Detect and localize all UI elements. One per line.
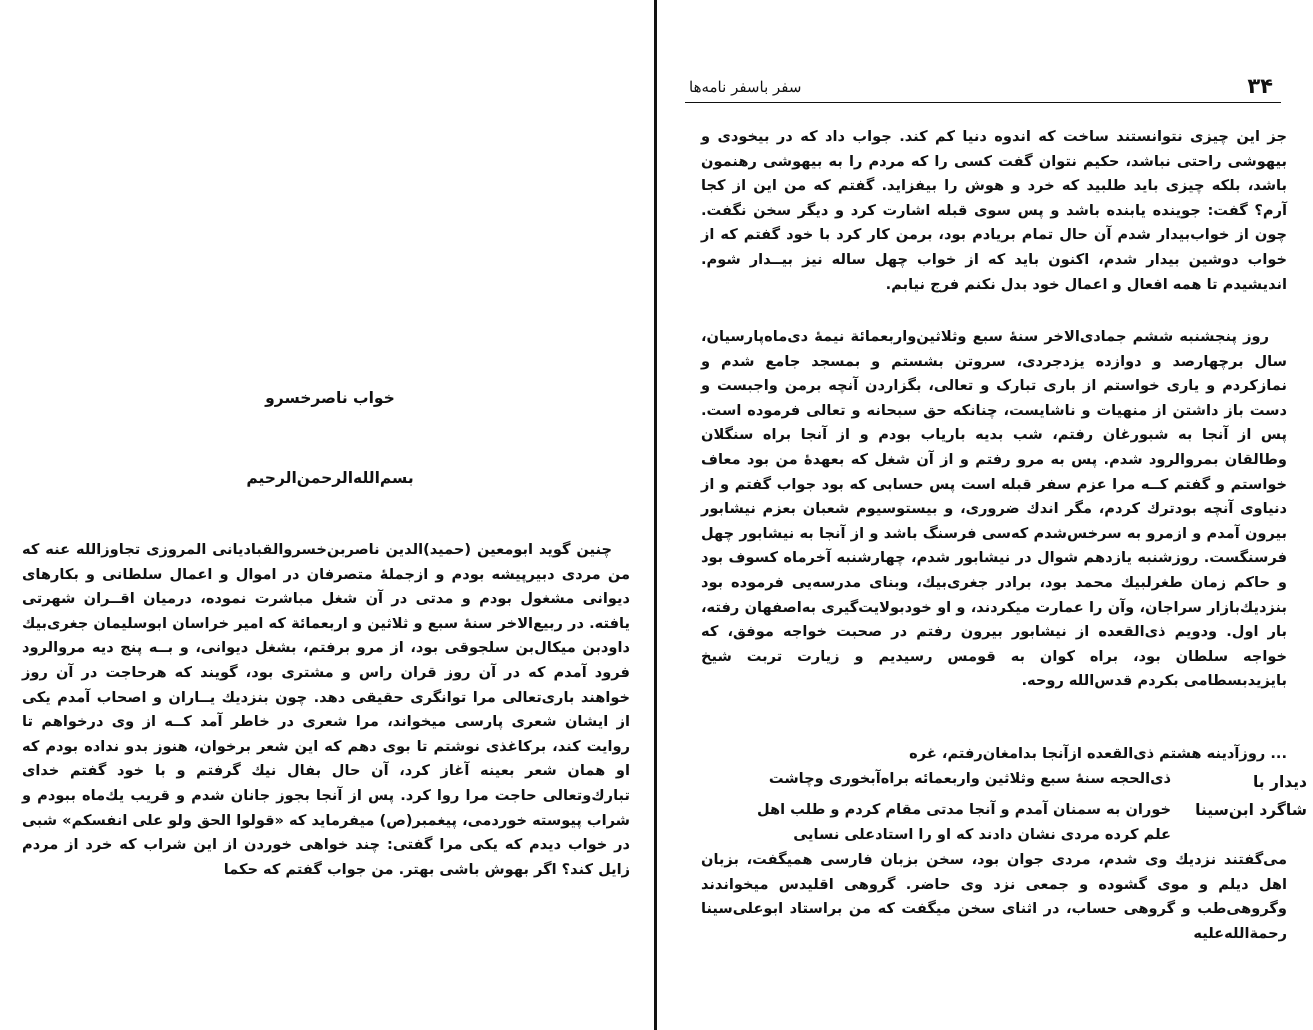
basmala: بسم‌الله‌الرحمن‌الرحیم: [246, 469, 414, 487]
page-number: ۳۴: [1247, 74, 1273, 98]
right-page: [657, 0, 1313, 1030]
passage-first-line: ... روزآدینه هشتم ذی‌القعده ازآنجا بدامغان‌رفتم، غره: [909, 745, 1287, 762]
passage-line: ذی‌الحجه سنهٔ سبع وثلاثین واربعمائه براه‌آبخوری وچاشت: [768, 770, 1171, 787]
left-page: [0, 0, 654, 1030]
left-body-paragraph: چنین گوید ابومعین (حمید)الدین ناصربن‌خسروالقبادیانی المروزی تجاوزالله عنه که من مردی دبیرپیشه بودم و ازجملهٔ متصرفان در اموال و اعمال سلطانی و بکارهای دیوانی مشغول بودم و مدتی در آن شغل مباشرت نموده، درمیان اقــران شهرتی یافته. در ربیع‌الاخر سنهٔ سبع و ثلاثین و اربعمائة که امیر خراسان ابوسلیمان جغری‌بیك داودبن میکال‌بن سلجوقی بود، از مرو برفتم، بشغل دیوانی، و بــه پنج دیه مروالرود فرود آمدم که در آن روز قران راس و مشتری بود، گویند که هرحاجت در آن روز خواهند باری‌تعالی مرا توانگری حقیقی دهد. چون بنزدیك یــاران و اصحاب آمدم یکی از ایشان شعری پارسی میخواند، مرا شعری در خاطر آمد کــه از وی درخواهم تا روایت کند، برکاغذی نوشتم تا بوی دهم که این شعر برخوان، هنوز بدو نداده بودم که او همان شعر بعینه آغاز کرد، آن حال بفال نیك گرفتم و با خود گفتم خدای تبارك‌وتعالی حاجت مرا روا کرد. پس از آنجا بجوز جانان شدم و قریب یك‌ماه ببودم و شراب پیوسته خوردمی، پیغمبر(ص) میفرماید که «قولوا الحق ولو علی انفسکم» شبی در خواب دیدم که یکی مرا گفتی: چند خواهی خوردن از این شراب که خرد از مردم زایل کند؟ اگر بهوش باشی بهتر. من جواب گفتم که حکما: [21, 541, 630, 878]
margin-note-line-1: دیدار با: [1252, 773, 1307, 791]
running-head: [685, 74, 1281, 103]
passage-line: علم کرده مردی نشان دادند که او را استادعلی نسایی: [793, 826, 1171, 843]
passage-line: خوران به سمنان آمدم و آنجا مدتی مقام کردم و طلب اهل: [756, 801, 1171, 818]
margin-note-line-2: شاگرد ابن‌سینا: [1195, 801, 1307, 819]
margin-note: [1157, 768, 1307, 824]
chapter-title: خواب ناصرخسرو: [265, 389, 395, 407]
right-paragraph-2: روز پنجشنبه ششم جمادی‌الاخر سنهٔ سبع وثلاثین‌واربعمائة نیمهٔ دی‌ماه‌پارسیان، سال برچهارصد و دوازده یزدجردی، سروتن بشستم و بمسجد جامع شدم و نمازکردم و یاری خواستم از باری تبارک و تعالی، بگزاردن آنچه برمن واجبست و دست باز داشتن از منهیات و ناشایست، چنانکه حق سبحانه و تعالی فرموده است. پس از آنجا به شبورغان رفتم، شب بدیه باریاب بودم و از آنجا براه سنگلان وطالقان بمروالرود شدم. پس به مرو رفتم و از آن شغل که بعهدهٔ من بود معاف خواستم و گفتم کــه مرا عزم سفر قبله است پس حسابی که بود جواب گفتم و از دنیاوی آنچه بودترك کردم، مگر اندك ضروری، و بیستوسیوم شعبان بعزم نیشابور بیرون آمدم و ازمرو به سرخس‌شدم که‌سی فرسنگ باشد و از آنجا به نیشابور چهل فرسنگست. روزشنبه یازدهم شوال در نیشابور شدم، چهارشنبه آخرماه کسوف بود و حاکم زمان طغرلبیك محمد بود، برادر جغری‌بیك، وبنای مدرسه‌یی فرموده بود بنزدیك‌بازار سراجان، وآن را عمارت میکردند، و او خودبولایت‌گیری به‌اصفهان رفته، بار اول. ودویم ذی‌القعده از نیشابور بیرون رفتم در صحبت خواجه موفق، که خواجه سلطان بود، براه کوان به قومس رسیدیم و زیارت تربت شیخ بایزیدبسطامی بکردم قدس‌الله روحه.: [701, 328, 1287, 690]
running-title: سفر باسفر نامه‌ها: [689, 78, 802, 96]
right-paragraph-1: جز این چیزی نتوانستند ساخت که اندوه دنیا کم کند. جواب داد که در بیخودی و بیهوشی راحتی نباشد، حکیم نتوان گفت کسی را که مردم را به بیهوشی رهنمون باشد، بلکه چیزی باید طلبید که خرد و هوش را بیفزاید. گفتم که من این از کجا آرم؟ گفت: جوینده یابنده باشد و پس سوی قبله اشارت کرد و دیگر سخن نگفت. چون از خواب‌بیدار شدم آن حال تمام بریادم بود، برمن کار کرد با خود گفتم که از خواب دوشین بیدار شدم، اکنون باید که از خواب چهل ساله نیز بیــدار شوم. اندیشیدم تا همه افعال و اعمال خود بدل نکنم فرج نیابم.: [701, 128, 1287, 293]
passage-rest: می‌گفتند نزدیك وی شدم، مردی جوان بود، سخن بزبان فارسی همیگفت، بزبان اهل دیلم و موی گشوده و جمعی نزد وی حاضر. گروهی اقلیدس میخواندند وگروهی‌طب و گروهی حساب، در اثنای سخن میگفت که من براستاد ابوعلی‌سینا رحمةالله‌علیه: [701, 851, 1287, 942]
